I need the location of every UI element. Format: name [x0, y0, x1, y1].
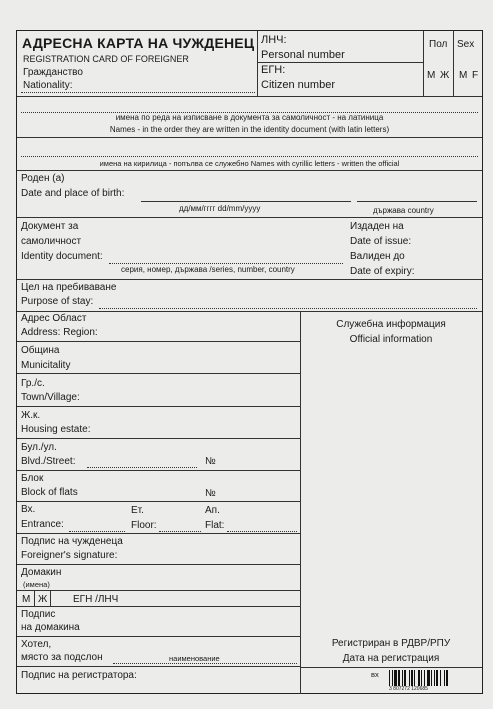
sex-label: Sex: [457, 39, 475, 50]
barcode-bar: [409, 670, 410, 686]
divider: [17, 533, 300, 534]
country-hint: държава country: [373, 206, 434, 215]
barcode-bar: [398, 670, 400, 686]
divider: [17, 279, 482, 280]
series-hint: серия, номер, държава /series, number, country: [121, 265, 295, 274]
names-cyrillic-line[interactable]: [21, 156, 478, 157]
host-male-option[interactable]: М: [22, 594, 31, 605]
street-line[interactable]: [87, 467, 197, 468]
street-label-en: Blvd./Street:: [21, 456, 76, 467]
purpose-line[interactable]: [99, 308, 477, 309]
host-title: Домакин: [21, 567, 62, 578]
barcode-bar: [394, 670, 397, 686]
barcode-bar: [392, 670, 393, 686]
official-info-en: Official information: [349, 334, 433, 345]
barcode-bar: [418, 670, 420, 686]
form-title-bg: АДРЕСНА КАРТА НА ЧУЖДЕНЕЦ: [22, 35, 255, 51]
birth-country-line[interactable]: [357, 201, 477, 202]
town-label-bg: Гр./с.: [21, 378, 45, 389]
names-latin-line[interactable]: [21, 112, 478, 113]
flat-line[interactable]: [227, 531, 297, 532]
region-line[interactable]: [17, 341, 300, 342]
divider: [257, 31, 258, 96]
divider: [17, 311, 482, 312]
barcode-bar: [431, 670, 432, 686]
valid-label-en: Date of expiry:: [350, 266, 415, 277]
id-doc-line[interactable]: [109, 263, 343, 264]
entrance-line[interactable]: [69, 531, 125, 532]
divider: [17, 137, 482, 138]
municipality-label-en: Municitality: [21, 360, 71, 371]
barcode-bar: [424, 670, 425, 686]
divider: [17, 170, 482, 171]
block-number-sign: №: [205, 488, 216, 499]
street-label-bg: Бул./ул.: [21, 442, 57, 453]
block-line[interactable]: [17, 501, 300, 502]
host-signature-label-1: Подпис: [21, 609, 56, 620]
host-egn-line[interactable]: [17, 606, 300, 607]
floor-label-en: Floor:: [131, 520, 157, 531]
block-label-bg: Блок: [21, 473, 44, 484]
barcode-digits: 3 807272 120685: [389, 686, 428, 692]
date-format-hint: дд/мм/гггг dd/mm/yyyy: [179, 204, 261, 213]
divider: [423, 31, 424, 96]
form-title-en: REGISTRATION CARD OF FOREIGNER: [23, 54, 189, 64]
registrar-signature-label: Подпис на регистратора:: [21, 670, 137, 681]
male-bg-option[interactable]: М: [427, 70, 436, 81]
hotel-label-2: място за подслон: [21, 652, 103, 663]
barcode-bar: [440, 670, 441, 686]
lnch-label: ЛНЧ:: [261, 34, 287, 46]
street-number-sign: №: [205, 456, 216, 467]
id-doc-label-bg-1: Документ за: [21, 221, 79, 232]
barcode-bar: [446, 670, 448, 686]
barcode-bar: [436, 670, 438, 686]
divider: [34, 590, 35, 606]
female-bg-option[interactable]: Ж: [440, 70, 450, 81]
birth-date-line[interactable]: [141, 201, 351, 202]
citizen-number-label: Citizen number: [261, 79, 335, 91]
barcode-bar: [434, 670, 435, 686]
barcode-bar: [411, 670, 413, 686]
hotel-label-1: Хотел,: [21, 639, 52, 650]
housing-label-en: Housing estate:: [21, 424, 91, 435]
floor-label-bg: Ет.: [131, 505, 144, 516]
id-doc-label-en: Identity document:: [21, 251, 103, 262]
official-info-bg: Служебна информация: [336, 319, 446, 330]
region-label-en: Address: Region:: [21, 327, 98, 338]
personal-number-label: Personal number: [261, 49, 345, 61]
host-female-option[interactable]: Ж: [38, 594, 48, 605]
egn-label: ЕГН:: [261, 64, 286, 76]
born-label-en: Date and place of birth:: [21, 188, 125, 199]
entrance-label-en: Entrance:: [21, 519, 64, 530]
hotel-naming-hint: наименование: [169, 654, 220, 663]
nationality-label-en: Nationality:: [23, 80, 73, 91]
nationality-line[interactable]: [21, 92, 255, 93]
registered-label: Регистриран в РДВР/РПУ: [331, 638, 451, 649]
names-latin-hint-en: Names - in the order they are written in the identity document (with latin letters): [109, 125, 390, 134]
barcode-bar: [427, 670, 430, 686]
flat-label-bg: Ап.: [205, 505, 220, 516]
issued-label-bg: Издаден на: [350, 221, 404, 232]
vh-label: вх: [371, 670, 379, 679]
barcode-bar: [421, 670, 422, 686]
town-label-en: Town/Village:: [21, 392, 80, 403]
barcode-bar: [444, 670, 445, 686]
floor-line[interactable]: [159, 531, 201, 532]
pol-label: Пол: [429, 39, 448, 50]
housing-label-bg: Ж.к.: [21, 410, 41, 421]
registration-card-form: [16, 30, 483, 694]
host-names-line[interactable]: [17, 590, 300, 591]
housing-line[interactable]: [17, 438, 300, 439]
divider: [17, 666, 300, 667]
municipality-line[interactable]: [17, 373, 300, 374]
host-signature-label-2: на домакина: [21, 622, 80, 633]
registration-date-label: Дата на регистрация: [342, 653, 440, 664]
purpose-label-bg: Цел на пребиваване: [21, 282, 117, 293]
flat-label-en: Flat:: [205, 520, 225, 531]
female-en-option[interactable]: F: [472, 70, 479, 81]
foreigner-signature-en: Foreigner's signature:: [21, 550, 118, 561]
divider: [50, 590, 51, 606]
barcode-bar: [404, 670, 406, 686]
host-names-hint: (имена): [23, 580, 50, 589]
names-cyrillic-hint: имена на кирилица - попълва се служебно Names with cyrillic letters - written the official: [99, 159, 400, 168]
barcode-bar: [414, 670, 415, 686]
barcode-bar: [389, 670, 390, 686]
divider: [17, 470, 300, 471]
host-signature-line[interactable]: [17, 636, 300, 637]
divider: [257, 62, 423, 63]
town-line[interactable]: [17, 406, 300, 407]
id-doc-label-bg-2: самоличност: [21, 236, 82, 247]
divider: [17, 96, 482, 97]
hotel-line[interactable]: [113, 663, 297, 664]
born-label-bg: Роден (а): [21, 173, 65, 184]
host-egn-lnch-label: ЕГН /ЛНЧ: [73, 594, 119, 605]
divider: [453, 31, 454, 96]
municipality-label-bg: Община: [21, 345, 60, 356]
divider: [17, 217, 482, 218]
foreigner-signature-line[interactable]: [17, 564, 300, 565]
foreigner-signature-bg: Подпис на чужденеца: [21, 536, 123, 547]
divider: [300, 311, 301, 694]
barcode-bar: [402, 670, 403, 686]
entrance-label-bg: Вх.: [21, 504, 36, 515]
issued-label-en: Date of issue:: [350, 236, 412, 247]
valid-label-bg: Валиден до: [350, 251, 405, 262]
region-label-bg: Адрес Област: [21, 313, 87, 324]
purpose-label-en: Purpose of stay:: [21, 296, 94, 307]
block-label-en: Block of flats: [21, 487, 78, 498]
male-en-option[interactable]: M: [459, 70, 468, 81]
names-latin-hint-bg: имена по реда на изписване в документа за самоличност - на латиница: [115, 113, 384, 122]
nationality-label-bg: Гражданство: [23, 67, 83, 78]
